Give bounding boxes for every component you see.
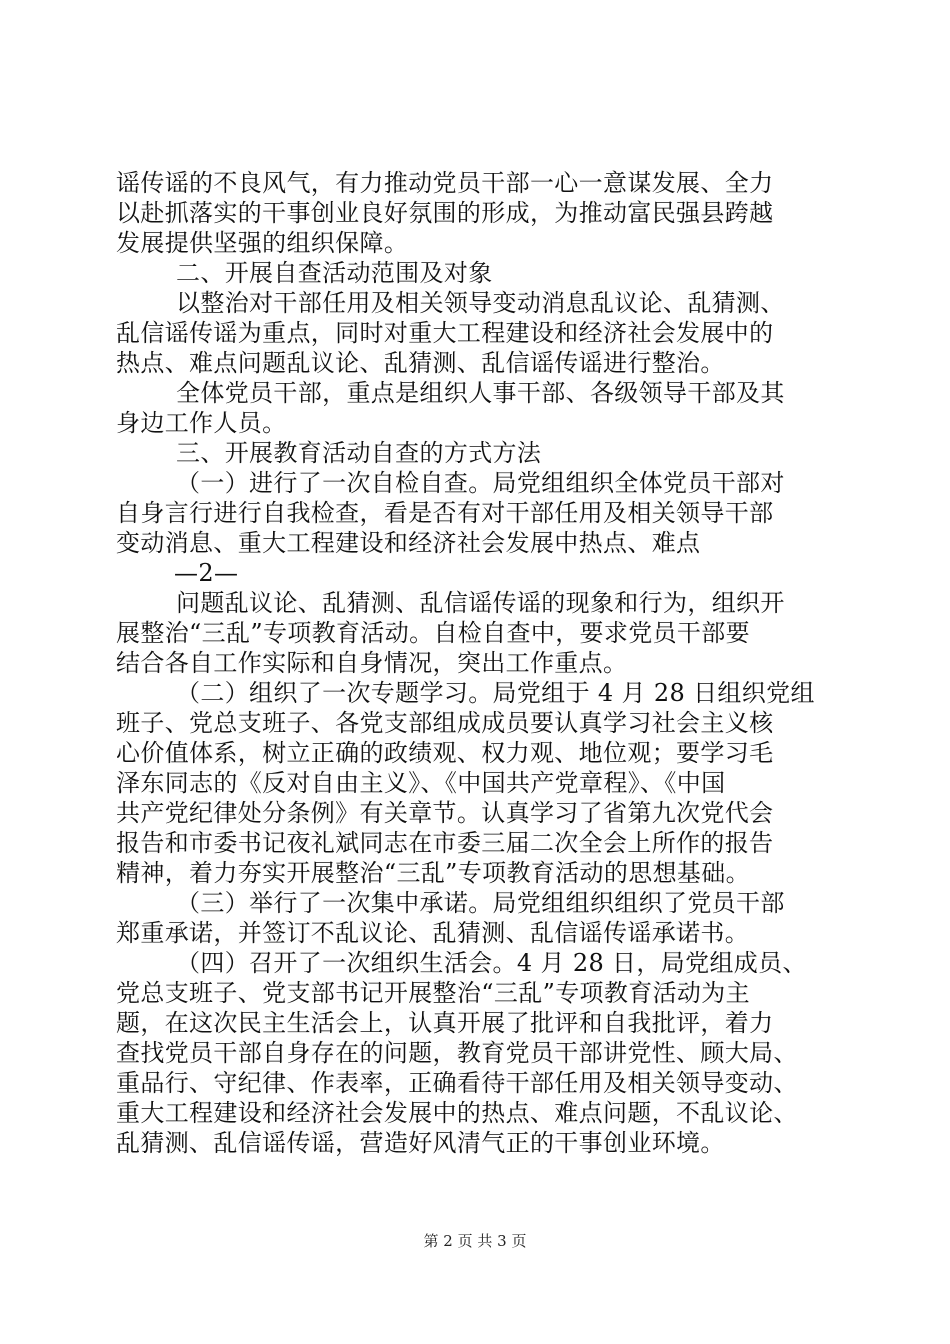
- text-line: 自身言行进行自我检查，看是否有对干部任用及相关领导干部: [116, 499, 774, 527]
- page-marker: —2—: [174, 559, 239, 587]
- text-line: 热点、难点问题乱议论、乱猜测、乱信谣传谣进行整治。: [116, 349, 725, 377]
- text-line: 乱猜测、乱信谣传谣，营造好风清气正的干事创业环境。: [116, 1129, 725, 1157]
- text-line: 发展提供坚强的组织保障。: [116, 229, 409, 257]
- text-line: 谣传谣的不良风气，有力推动党员干部一心一意谋发展、全力: [116, 169, 774, 197]
- text-line: 题，在这次民主生活会上，认真开展了批评和自我批评，着力: [116, 1009, 774, 1037]
- text-line: 共产党纪律处分条例》有关章节。认真学习了省第九次党代会: [116, 799, 774, 827]
- document-body: [116, 168, 836, 1158]
- text-line: 展整治“三乱”专项教育活动。自检自查中，要求党员干部要: [116, 619, 750, 647]
- text-line: 重大工程建设和经济社会发展中的热点、难点问题，不乱议论、: [116, 1099, 798, 1127]
- text-line: 变动消息、重大工程建设和经济社会发展中热点、难点: [116, 529, 701, 557]
- text-line: 问题乱议论、乱猜测、乱信谣传谣的现象和行为，组织开: [176, 589, 785, 617]
- text-line: 身边工作人员。: [116, 409, 287, 437]
- text-line: 班子、党总支班子、各党支部组成成员要认真学习社会主义核: [116, 709, 774, 737]
- text-line: （二）组织了一次专题学习。局党组于 4 月 28 日组织党组: [176, 679, 815, 707]
- text-line: 乱信谣传谣为重点，同时对重大工程建设和经济社会发展中的: [116, 319, 774, 347]
- section-heading: 三、开展教育活动自查的方式方法: [176, 439, 542, 467]
- text-line: 精神，着力夯实开展整治“三乱”专项教育活动的思想基础。: [116, 859, 750, 887]
- text-line: 心价值体系，树立正确的政绩观、权力观、地位观；要学习毛: [116, 739, 774, 767]
- text-line: 报告和市委书记夜礼斌同志在市委三届二次全会上所作的报告: [116, 829, 774, 857]
- text-line: 泽东同志的《反对自由主义》、《中国共产党章程》、《中国: [116, 769, 726, 797]
- text-line: （四）召开了一次组织生活会。4 月 28 日，局党组成员、: [176, 949, 807, 977]
- text-line: 重品行、守纪律、作表率，正确看待干部任用及相关领导变动、: [116, 1069, 798, 1097]
- page-footer: 第 2 页 共 3 页: [423, 1232, 527, 1250]
- section-heading: 二、开展自查活动范围及对象: [176, 259, 493, 287]
- text-line: 党总支班子、党支部书记开展整治“三乱”专项教育活动为主: [116, 979, 750, 1007]
- text-line: （三）举行了一次集中承诺。局党组组织组织了党员干部: [176, 889, 785, 917]
- text-line: 查找党员干部自身存在的问题，教育党员干部讲党性、顾大局、: [116, 1039, 798, 1067]
- text-line: 以整治对干部任用及相关领导变动消息乱议论、乱猜测、: [176, 289, 785, 317]
- text-line: 全体党员干部，重点是组织人事干部、各级领导干部及其: [176, 379, 785, 407]
- text-line: 以赴抓落实的干事创业良好氛围的形成，为推动富民强县跨越: [116, 199, 774, 227]
- text-line: （一）进行了一次自检自查。局党组组织全体党员干部对: [176, 469, 785, 497]
- text-line: 郑重承诺，并签订不乱议论、乱猜测、乱信谣传谣承诺书。: [116, 919, 750, 947]
- text-line: 结合各自工作实际和自身情况，突出工作重点。: [116, 649, 628, 677]
